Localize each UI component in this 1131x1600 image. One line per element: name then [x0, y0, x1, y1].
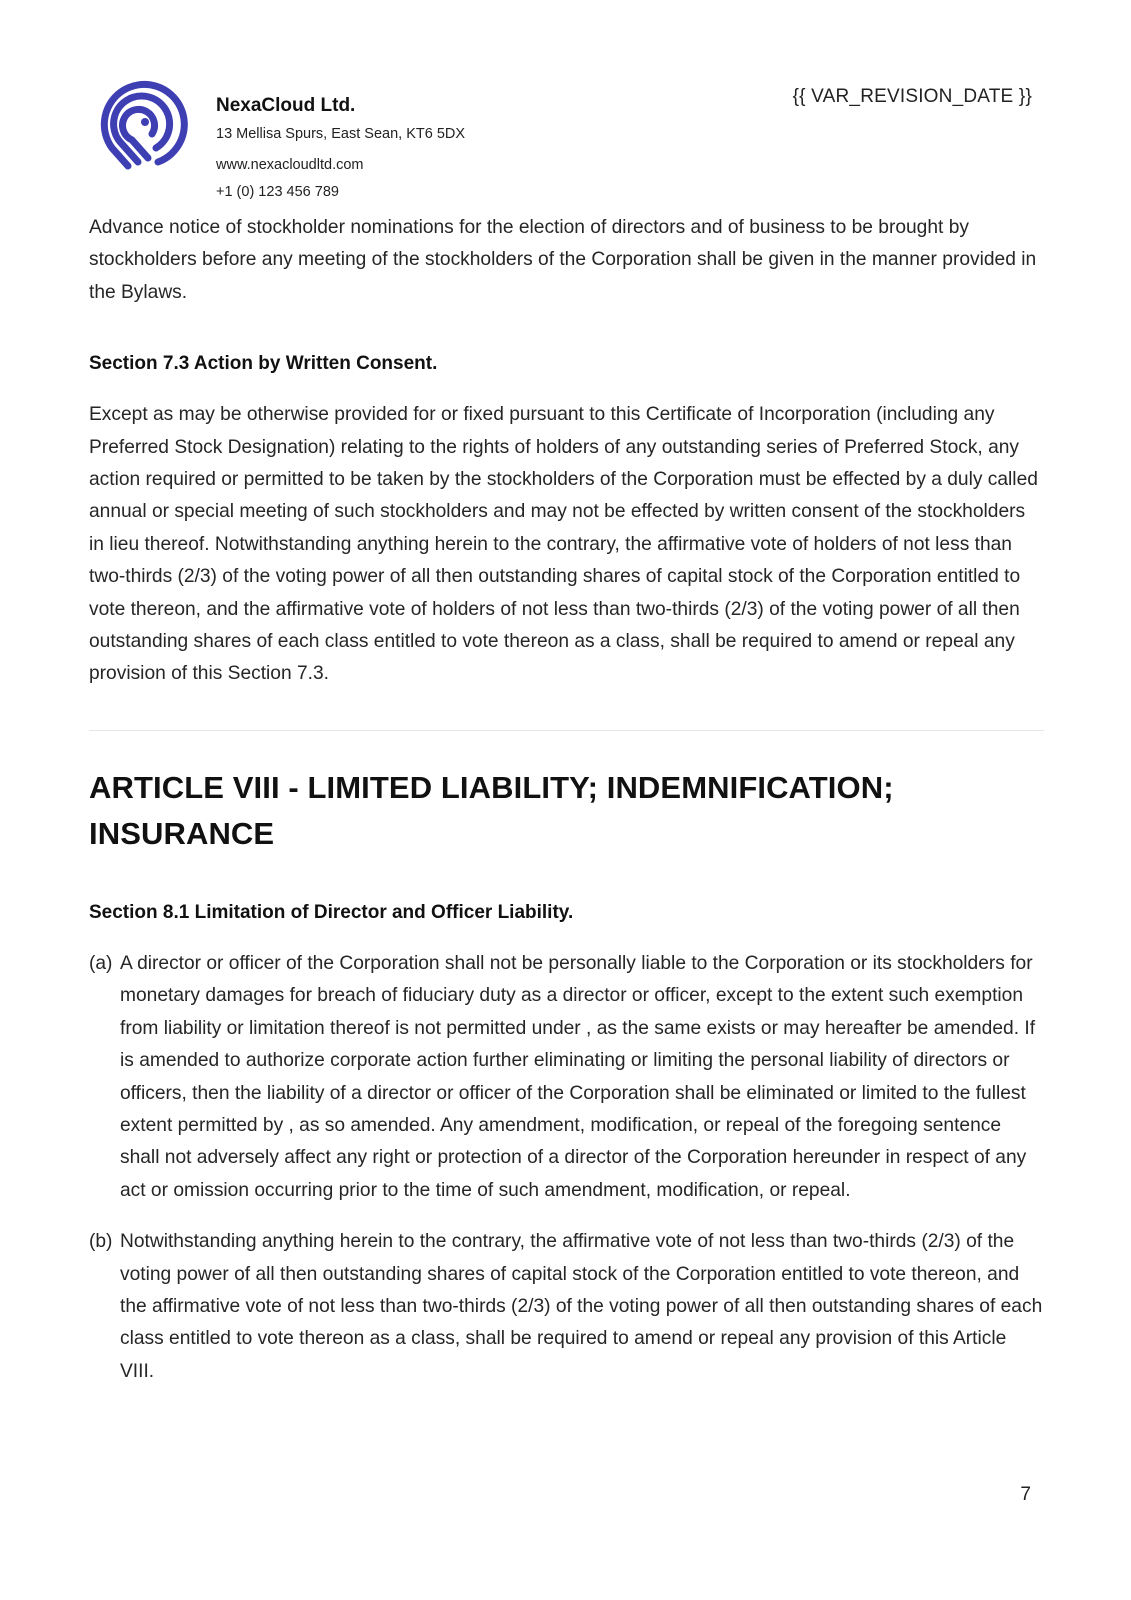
- section-7-3-text: Except as may be otherwise provided for or fixed pursuant to this Certificate of Incorporation (including any Preferred Stock Designation) relating to the rights of holders of any outstanding series of Preferred Stock, any action required or permitted to be taken by the stockholders of the Corporation must be effected by a duly called annual or special meeting of such stockholders and may not be effected by written consent of the stockholders in lieu thereof. Notwithstanding anything herein to the contrary, the affirmative vote of holders of not less than two-thirds (2/3) of the voting power of all then outstanding shares of capital stock of the Corporation entitled to vote thereon, and the affirmative vote of holders of not less than two-thirds (2/3) of the voting power of all then outstanding shares of each class entitled to vote thereon as a class, shall be required to amend or repeal any provision of this Section 7.3.: [89, 404, 1038, 685]
- page-number: 7: [1020, 1484, 1031, 1505]
- document-body: [89, 212, 1044, 1407]
- list-item-text: A director or officer of the Corporation shall not be personally liable to the Corporation or its stockholders for monetary damages for breach of fiduciary duty as a director or officer, except to the extent such exemption from liability or limitation thereof is not permitted under , as the same exists or may hereafter be amended. If is amended to authorize corporate action further eliminating or limiting the personal liability of directors or officers, then the liability of a director or officer of the Corporation shall be eliminated or limited to the fullest extent permitted by , as so amended. Any amendment, modification, or repeal of the foregoing sentence shall not adversely affect any right or protection of a director of the Corporation hereunder in respect of any act or omission occurring prior to the time of such amendment, modification, or repeal.: [120, 952, 1036, 1201]
- company-address: 13 Mellisa Spurs, East Sean, KT6 5DX: [216, 126, 466, 142]
- section-7-3-heading: Section 7.3 Action by Written Consent.: [89, 353, 438, 375]
- company-phone: +1 (0) 123 456 789: [216, 184, 339, 200]
- article-8-title-line2: INSURANCE: [89, 815, 275, 851]
- section-8-1-heading: Section 8.1 Limitation of Director and Officer Liability.: [89, 901, 574, 923]
- list-item-text: Notwithstanding anything herein to the contrary, the affirmative vote of not less than two-thirds (2/3) of the voting power of all then outstanding shares of capital stock of the Corporation entitled to vote thereon, and the affirmative vote of not less than two-thirds (2/3) of the voting power of all then outstanding shares of each class entitled to vote thereon as a class, shall be required to amend or repeal any provision of this Article VIII.: [120, 1231, 1043, 1382]
- article-8-title-line1: ARTICLE VIII - LIMITED LIABILITY; INDEMNIFICATION;: [89, 769, 894, 805]
- list-item-label: (a): [89, 952, 113, 974]
- company-logo: [98, 78, 190, 178]
- logo-icon: [98, 78, 190, 178]
- company-name: NexaCloud Ltd.: [216, 95, 356, 116]
- company-info: [216, 94, 465, 202]
- divider: [89, 730, 1044, 731]
- company-website[interactable]: www.nexacloudltd.com: [216, 157, 364, 173]
- intro-paragraph: Advance notice of stockholder nominations for the election of directors and of business to be brought by stockholders before any meeting of the stockholders of the Corporation shall be given in the manner provided in the Bylaws.: [89, 217, 1037, 303]
- list-item-label: (b): [89, 1231, 113, 1253]
- list-item: [89, 948, 1044, 1207]
- article-8-title: [89, 765, 1044, 857]
- revision-date: {{ VAR_REVISION_DATE }}: [792, 86, 1032, 107]
- list-item: [89, 1226, 1044, 1388]
